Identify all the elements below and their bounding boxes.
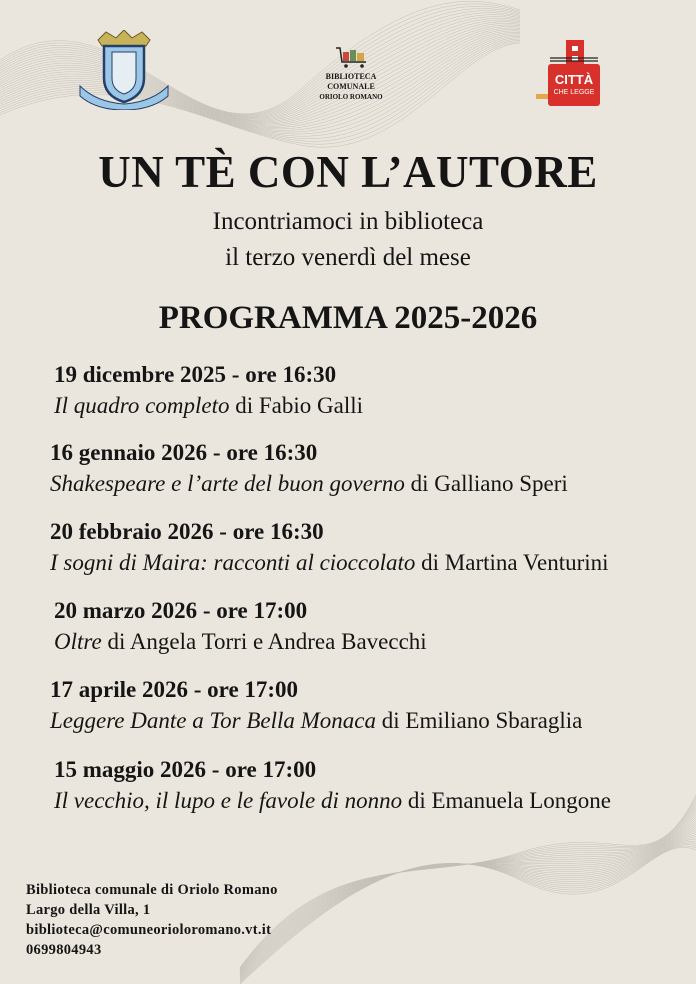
event-book: [54, 788, 611, 814]
event-book: [50, 471, 568, 497]
book-author: di Galliano Speri: [404, 471, 568, 496]
subtitle-line: il terzo venerdì del mese: [225, 244, 471, 271]
library-phone: 0699804943: [26, 942, 102, 958]
book-author: di Emiliano Sbaraglia: [376, 708, 583, 733]
coat-of-arms-icon: [76, 30, 172, 110]
library-logo-line: BIBLIOTECA: [325, 72, 377, 81]
event-date: 19 dicembre 2025 - ore 16:30: [54, 362, 337, 387]
book-title: Leggere Dante a Tor Bella Monaca: [50, 708, 377, 733]
program-heading: PROGRAMMA 2025-2026: [158, 300, 538, 336]
book-title: Shakespeare e l’arte del buon governo: [50, 471, 405, 496]
book-author: di Emanuela Longone: [402, 788, 611, 813]
subtitle-line: Incontriamoci in biblioteca: [212, 208, 484, 235]
event-date: 20 marzo 2026 - ore 17:00: [54, 598, 308, 623]
event-book: [50, 708, 582, 734]
footer-contacts: [26, 880, 278, 960]
citta-che-legge-icon: [536, 34, 602, 110]
book-title: Il quadro completo: [54, 393, 230, 418]
event-book: [54, 629, 427, 655]
municipality-crest: [76, 30, 172, 110]
book-title: Oltre: [54, 629, 102, 654]
library-cart-icon: [316, 44, 386, 68]
book-title: Il vecchio, il lupo e le favole di nonno: [54, 788, 403, 813]
library-logo-line: ORIOLO ROMANO: [319, 93, 383, 101]
library-logo: [316, 44, 386, 102]
svg-text:CHE LEGGE: CHE LEGGE: [553, 89, 595, 96]
event-date: 17 aprile 2026 - ore 17:00: [50, 677, 299, 702]
citta-che-legge-logo: [536, 34, 602, 110]
event-book: [50, 550, 609, 576]
library-logo-line: COMUNALE: [327, 82, 375, 91]
event-book: [54, 393, 363, 419]
book-author: di Angela Torri e Andrea Bavecchi: [101, 629, 427, 654]
event-date: 16 gennaio 2026 - ore 16:30: [50, 440, 318, 465]
book-title: I sogni di Maira: racconti al cioccolato: [50, 550, 416, 575]
book-author: di Fabio Galli: [229, 393, 363, 418]
event-date: 20 febbraio 2026 - ore 16:30: [50, 519, 324, 544]
page-title: UN TÈ CON L’AUTORE: [98, 147, 598, 197]
event-date: 15 maggio 2026 - ore 17:00: [54, 757, 317, 782]
library-name: Biblioteca comunale di Oriolo Romano: [26, 882, 278, 898]
library-address: Largo della Villa, 1: [26, 902, 151, 918]
library-email: biblioteca@comuneorioloromano.vt.it: [26, 922, 272, 938]
book-author: di Martina Venturini: [415, 550, 609, 575]
svg-text:CITTÀ: CITTÀ: [554, 72, 594, 87]
